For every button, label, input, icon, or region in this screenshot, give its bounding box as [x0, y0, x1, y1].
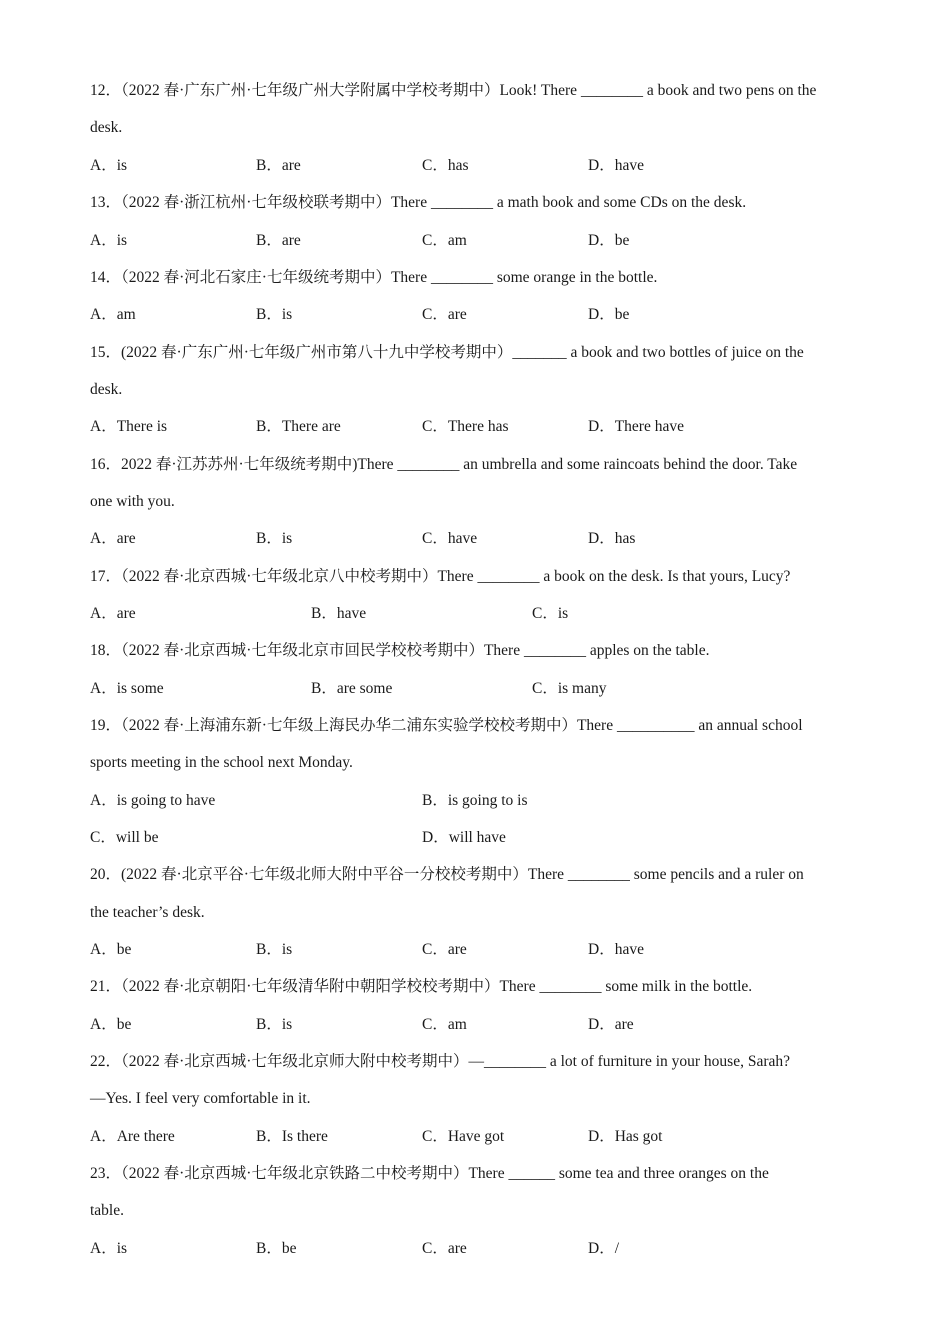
option-c[interactable]: C．have [422, 530, 478, 547]
option-d[interactable]: D．There have [588, 418, 684, 435]
option-b[interactable]: B．Is there [256, 1128, 328, 1145]
option-a[interactable]: A．is some [90, 680, 164, 697]
option-c[interactable]: C．Have got [422, 1128, 505, 1145]
question-17-line-1: 17．（2022 春·北京西城·七年级北京八中校考期中）There ________ a book on the desk. Is that yours, Lucy? [90, 568, 791, 585]
question-13-line-1: 13．（2022 春·浙江杭州·七年级校联考期中）There ________ a math book and some CDs on the desk. [90, 194, 747, 211]
option-a[interactable]: A．is [90, 157, 128, 174]
question-18-line-1: 18．（2022 春·北京西城·七年级北京市回民学校校考期中）There ________ apples on the table. [90, 642, 710, 659]
option-b[interactable]: B．are [256, 157, 301, 174]
option-c[interactable]: C．am [422, 232, 467, 249]
question-20-options [90, 940, 890, 960]
option-c[interactable]: C．has [422, 157, 469, 174]
question-16-line-2: one with you. [90, 493, 175, 510]
option-b[interactable]: B．is [256, 1016, 293, 1033]
option-c[interactable]: C．is [532, 605, 569, 622]
option-d[interactable]: D．will have [422, 829, 506, 846]
question-21-line-1: 21．（2022 春·北京朝阳·七年级清华附中朝阳学校校考期中）There ________ some milk in the bottle. [90, 978, 753, 995]
question-23-options [90, 1239, 890, 1259]
option-c[interactable]: C．are [422, 941, 467, 958]
option-d[interactable]: D．has [588, 530, 636, 547]
option-a[interactable]: A．There is [90, 418, 168, 435]
option-b[interactable]: B．is [256, 306, 293, 323]
question-23-line-1: 23．（2022 春·北京西城·七年级北京铁路二中校考期中）There ______ some tea and three oranges on the [90, 1165, 769, 1182]
option-c[interactable]: C．are [422, 306, 467, 323]
question-22-line-2: —Yes. I feel very comfortable in it. [90, 1090, 311, 1107]
question-12-options [90, 156, 890, 176]
option-c[interactable]: C．are [422, 1240, 467, 1257]
option-a[interactable]: A．am [90, 306, 136, 323]
option-d[interactable]: D．Has got [588, 1128, 663, 1145]
option-b[interactable]: B．is [256, 941, 293, 958]
option-c[interactable]: C．is many [532, 680, 607, 697]
option-c[interactable]: C．will be [90, 829, 159, 846]
option-b[interactable]: B．There are [256, 418, 341, 435]
option-a[interactable]: A．is [90, 232, 128, 249]
option-d[interactable]: D．/ [588, 1240, 620, 1257]
question-14-options [90, 305, 890, 325]
question-17-options [90, 604, 890, 624]
option-d[interactable]: D．have [588, 941, 644, 958]
question-18-options [90, 679, 890, 699]
question-20-line-1: 20．(2022 春·北京平谷·七年级北师大附中平谷一分校校考期中）There ________ some pencils and a ruler on [90, 866, 804, 883]
question-20-line-2: the teacher’s desk. [90, 904, 205, 921]
option-d[interactable]: D．have [588, 157, 644, 174]
question-12-line-2: desk. [90, 119, 123, 136]
question-22-line-1: 22．（2022 春·北京西城·七年级北京师大附中校考期中）—________ a lot of furniture in your house, Sarah? [90, 1053, 791, 1070]
option-b[interactable]: B．are some [311, 680, 393, 697]
option-a[interactable]: A．be [90, 1016, 132, 1033]
option-b[interactable]: B．are [256, 232, 301, 249]
question-23-line-2: table. [90, 1202, 124, 1219]
option-a[interactable]: A．Are there [90, 1128, 175, 1145]
question-16-line-1: 16．2022 春·江苏苏州·七年级统考期中)There ________ an umbrella and some raincoats behind the door. Take [90, 456, 798, 473]
question-19-line-2: sports meeting in the school next Monday. [90, 754, 353, 771]
question-22-options [90, 1127, 890, 1147]
question-15-line-2: desk. [90, 381, 123, 398]
option-d[interactable]: D．be [588, 306, 630, 323]
option-d[interactable]: D．are [588, 1016, 634, 1033]
question-16-options [90, 529, 890, 549]
question-15-options [90, 417, 890, 437]
question-15-line-1: 15．(2022 春·广东广州·七年级广州市第八十九中学校考期中）_______ a book and two bottles of juice on the [90, 344, 804, 361]
option-b[interactable]: B．be [256, 1240, 297, 1257]
question-13-options [90, 231, 890, 251]
option-c[interactable]: C．am [422, 1016, 467, 1033]
question-19-line-1: 19．（2022 春·上海浦东新·七年级上海民办华二浦东实验学校校考期中）There __________ an annual school [90, 717, 803, 734]
option-a[interactable]: A．is [90, 1240, 128, 1257]
question-19-options-row-1 [90, 791, 890, 811]
option-a[interactable]: A．are [90, 605, 136, 622]
option-a[interactable]: A．are [90, 530, 136, 547]
option-b[interactable]: B．is going to is [422, 792, 528, 809]
option-a[interactable]: A．be [90, 941, 132, 958]
question-21-options [90, 1015, 890, 1035]
question-19-options-row-2 [90, 828, 890, 848]
option-d[interactable]: D．be [588, 232, 630, 249]
option-c[interactable]: C．There has [422, 418, 509, 435]
question-14-line-1: 14．（2022 春·河北石家庄·七年级统考期中）There ________ some orange in the bottle. [90, 269, 658, 286]
option-b[interactable]: B．have [311, 605, 367, 622]
option-b[interactable]: B．is [256, 530, 293, 547]
option-a[interactable]: A．is going to have [90, 792, 216, 809]
question-12-line-1: 12．（2022 春·广东广州·七年级广州大学附属中学校考期中）Look! There ________ a book and two pens on the [90, 82, 817, 99]
